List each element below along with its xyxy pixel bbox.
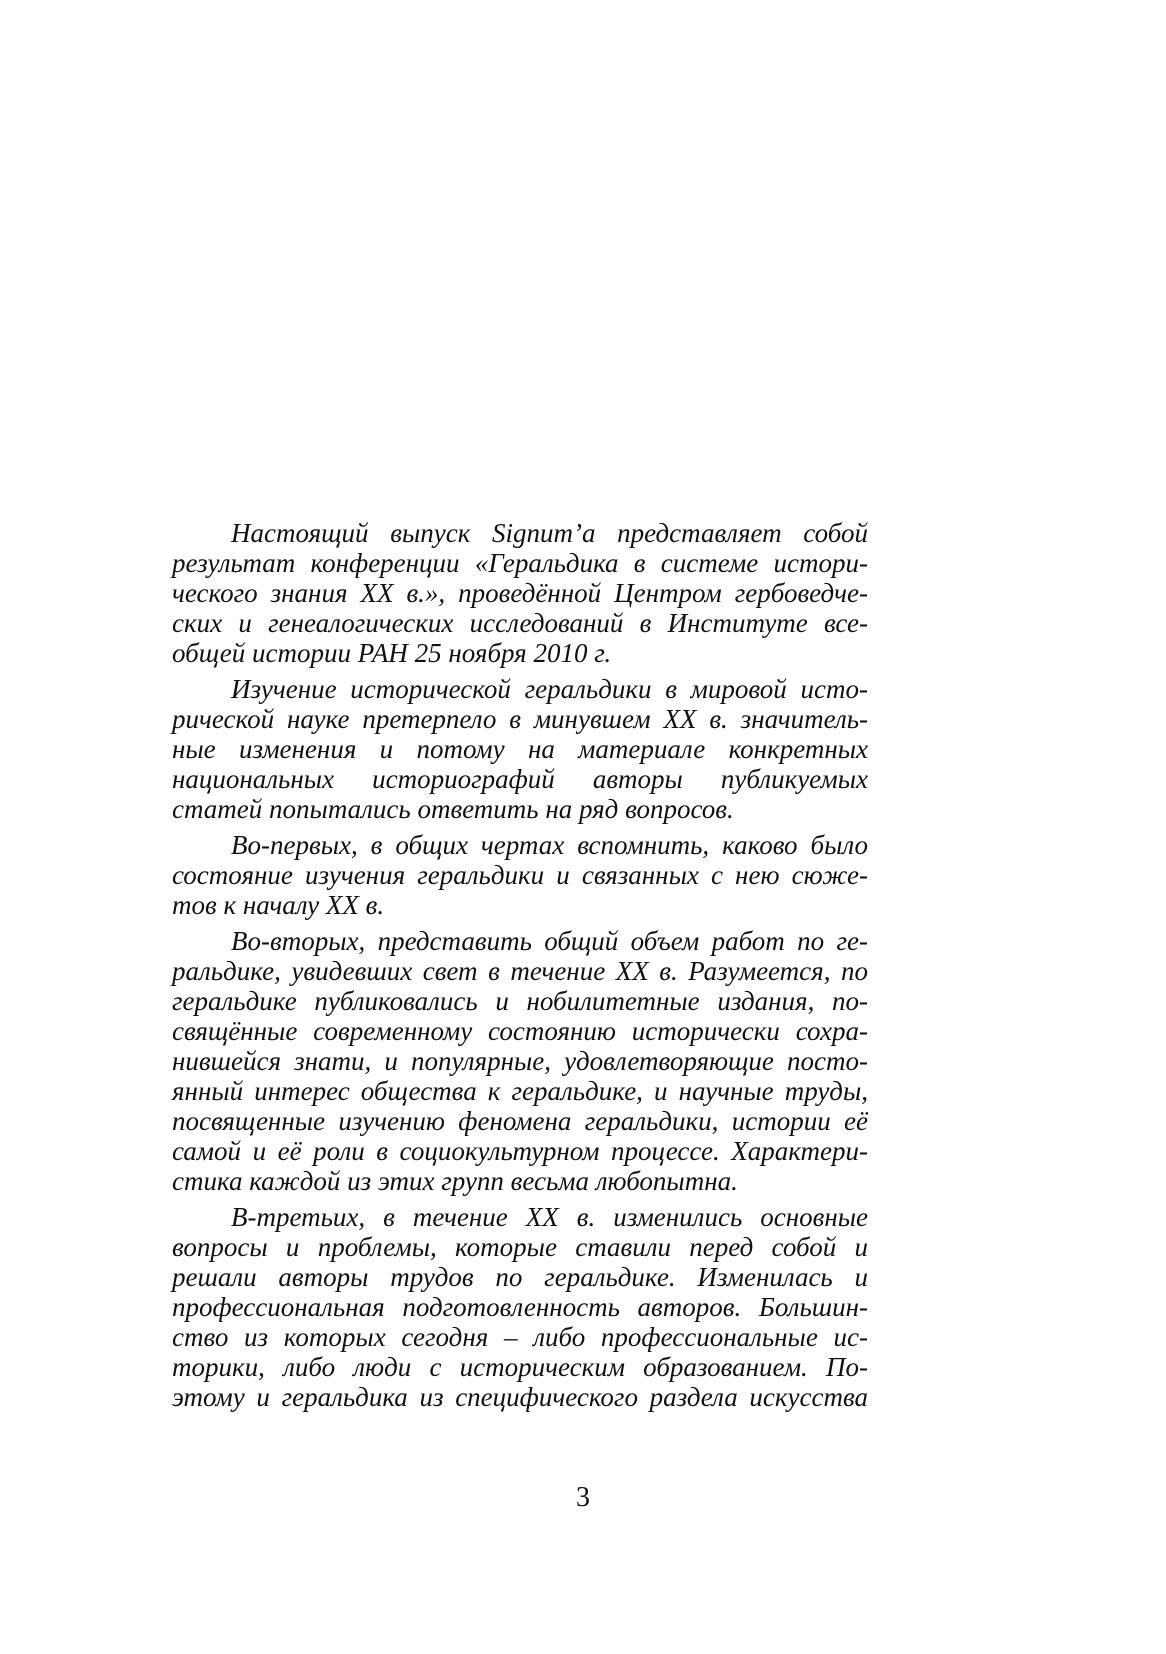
paragraph (172, 1202, 868, 1412)
text-line: ческого знания XX в.», проведённой Центром гербоведче- (172, 578, 868, 608)
text-line: этому и геральдика из специфического раздела искусства (172, 1382, 868, 1412)
text-line: решали авторы трудов по геральдике. Изменилась и (172, 1262, 868, 1292)
text-line: геральдике публиковались и нобилитетные издания, по- (172, 986, 868, 1016)
text-line: В-третьих, в течение XX в. изменились основные (231, 1202, 868, 1232)
paragraph (172, 674, 868, 824)
text-line: Настоящий выпуск Signum’a представляет собой (231, 518, 868, 548)
paragraph (172, 518, 868, 668)
text-line: тов к началу XX в. (172, 890, 385, 920)
text-line: Во-вторых, представить общий объем работ по ге- (231, 926, 868, 956)
text-line: рической науке претерпело в минувшем XX в. значитель- (172, 704, 868, 734)
text-line: ные изменения и потому на материале конкретных (172, 734, 868, 764)
text-line: общей истории РАН 25 ноября 2010 г. (172, 638, 612, 668)
body-text (172, 518, 868, 1412)
text-line: стика каждой из этих групп весьма любопытна. (172, 1166, 738, 1196)
text-line: Во-первых, в общих чертах вспомнить, каково было (231, 830, 868, 860)
text-line: результат конференции «Геральдика в системе истори- (172, 548, 868, 578)
text-line: нившейся знати, и популярные, удовлетворяющие посто- (172, 1046, 868, 1076)
page-number: 3 (576, 1482, 590, 1513)
text-line: ральдике, увидевших свет в течение XX в. Разумеется, по (172, 956, 868, 986)
text-line: ство из которых сегодня – либо профессиональные ис- (172, 1322, 868, 1352)
text-line: янный интерес общества к геральдике, и научные труды, (172, 1076, 868, 1106)
text-line: вопросы и проблемы, которые ставили перед собой и (172, 1232, 868, 1262)
text-line: свящённые современному состоянию исторически сохра- (172, 1016, 868, 1046)
paragraph (172, 830, 868, 920)
text-line: статей попытались ответить на ряд вопросов. (172, 794, 734, 824)
text-line: ских и генеалогических исследований в Институте все- (172, 608, 868, 638)
text-line: национальных историографий авторы публикуемых (172, 764, 868, 794)
text-line: посвященные изучению феномена геральдики, истории её (172, 1106, 868, 1136)
text-line: состояние изучения геральдики и связанных с нею сюже- (172, 860, 868, 890)
text-line: самой и её роли в социокультурном процессе. Характери- (172, 1136, 868, 1166)
text-line: профессиональная подготовленность авторов. Большин- (172, 1292, 868, 1322)
paragraph (172, 926, 868, 1196)
text-line: Изучение исторической геральдики в мировой исто- (231, 674, 868, 704)
text-line: торики, либо люди с историческим образованием. По- (172, 1352, 868, 1382)
